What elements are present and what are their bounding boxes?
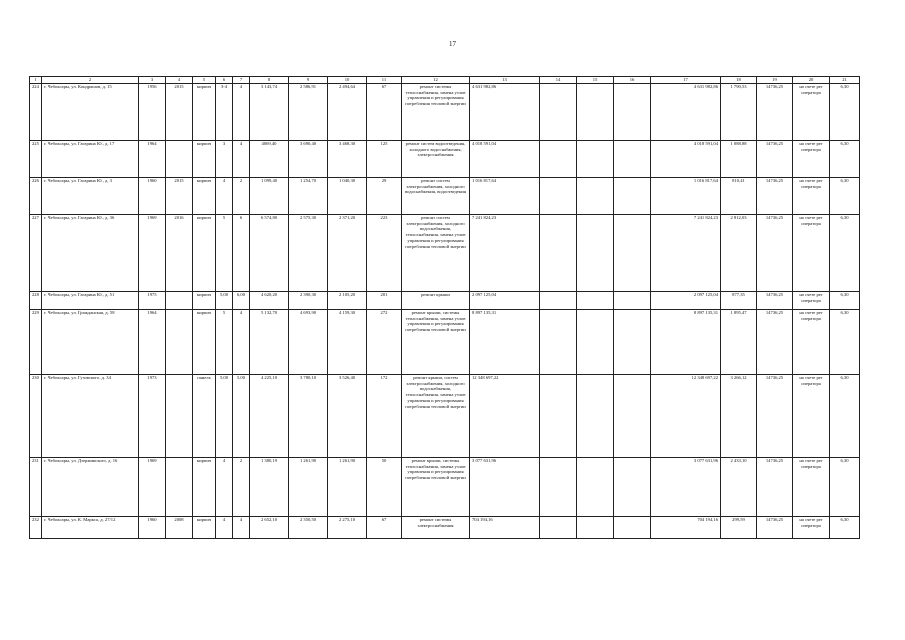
cell-c14 — [540, 375, 577, 458]
cell-entrances: 5,00 — [233, 375, 250, 458]
page-number: 17 — [449, 40, 456, 48]
cell-c14 — [540, 141, 577, 178]
cell-walls: кирпич — [193, 141, 216, 178]
cell-year-built: 1975 — [139, 292, 166, 310]
column-number: 3 — [139, 77, 166, 84]
cell-rate: 6,30 — [830, 458, 860, 517]
cell-c16 — [614, 215, 651, 292]
cell-total-area: 4 620,20 — [250, 292, 289, 310]
cell-area-all: 3 780,10 — [289, 375, 328, 458]
cell-address: г. Чебоксары, ул. Кондрашов, д. 15 — [42, 84, 139, 141]
cell-unit-cost: 2 433,10 — [721, 458, 757, 517]
cell-c15 — [577, 215, 614, 292]
cell-planned-date: на счете рег оператора — [793, 215, 830, 292]
cell-cost-owners: 3 077 631,96 — [651, 458, 721, 517]
cell-floors: 5 — [216, 310, 233, 375]
cell-entrances: 2 — [233, 178, 250, 215]
cell-total-area: 5 132,70 — [250, 310, 289, 375]
cell-c15 — [577, 84, 614, 141]
cell-area-residential: 2 494,64 — [328, 84, 367, 141]
cell-year-overhaul — [166, 310, 193, 375]
column-number: 21 — [830, 77, 860, 84]
cell-c15 — [577, 178, 614, 215]
cell-rate: 6,30 — [830, 375, 860, 458]
column-number: 11 — [367, 77, 402, 84]
cell-no: 229 — [30, 310, 42, 375]
cell-rate: 6,30 — [830, 517, 860, 539]
cell-walls: кирпич — [193, 292, 216, 310]
column-number: 2 — [42, 77, 139, 84]
cell-total-area: 6 574,80 — [250, 215, 289, 292]
cell-area-residential: 2 371,20 — [328, 215, 367, 292]
cell-residents: 67 — [367, 84, 402, 141]
cell-c15 — [577, 141, 614, 178]
cell-c16 — [614, 375, 651, 458]
cell-no: 228 — [30, 292, 42, 310]
cell-entrances: 4 — [233, 517, 250, 539]
cell-area-all: 2 575,30 — [289, 215, 328, 292]
cell-unit-cost: 810,41 — [721, 178, 757, 215]
cell-address: г. Чебоксары, ул. Гагарина Ю., д. 17 — [42, 141, 139, 178]
cell-rate: 6,30 — [830, 292, 860, 310]
cell-residents: 67 — [367, 517, 402, 539]
column-number: 16 — [614, 77, 651, 84]
table-row — [30, 141, 860, 178]
cell-entrances: 4 — [233, 310, 250, 375]
cell-walls: кирпич — [193, 178, 216, 215]
table-row — [30, 178, 860, 215]
cell-cost-total: 1 016 817,64 — [470, 178, 540, 215]
cell-residents: 125 — [367, 141, 402, 178]
cell-no: 232 — [30, 517, 42, 539]
cell-planned-date: на счете рег оператора — [793, 292, 830, 310]
cell-c14 — [540, 84, 577, 141]
cell-c16 — [614, 458, 651, 517]
cell-unit-cost: 1 895,47 — [721, 310, 757, 375]
column-number: 10 — [328, 77, 367, 84]
cell-year-overhaul: 2008 — [166, 517, 193, 539]
cell-rate: 6,30 — [830, 310, 860, 375]
cell-limit-cost: 14736,25 — [757, 458, 793, 517]
column-number: 9 — [289, 77, 328, 84]
cell-area-all: 2 390,30 — [289, 292, 328, 310]
cell-address: г. Чебоксары, ул. Гагарина Ю., д. 51 — [42, 292, 139, 310]
cell-cost-owners: 8 897 135,31 — [651, 310, 721, 375]
cell-limit-cost: 14736,25 — [757, 178, 793, 215]
cell-residents: 272 — [367, 310, 402, 375]
cell-c15 — [577, 517, 614, 539]
cell-planned-date: на счете рег оператора — [793, 178, 830, 215]
cell-cost-owners: 4 631 982,86 — [651, 84, 721, 141]
cell-total-area: 1 380,19 — [250, 458, 289, 517]
cell-entrances: 6 — [233, 215, 250, 292]
table-row — [30, 84, 860, 141]
column-number: 14 — [540, 77, 577, 84]
cell-residents: 223 — [367, 215, 402, 292]
cell-c15 — [577, 458, 614, 517]
cell-limit-cost: 14736,25 — [757, 215, 793, 292]
cell-total-area: 1 099,40 — [250, 178, 289, 215]
cell-walls: кирпич — [193, 458, 216, 517]
cell-entrances: 6,00 — [233, 292, 250, 310]
cell-residents: 201 — [367, 292, 402, 310]
column-number: 12 — [402, 77, 470, 84]
column-number: 4 — [166, 77, 193, 84]
column-number: 1 — [30, 77, 42, 84]
cell-unit-cost: 1 088,88 — [721, 141, 757, 178]
cell-entrances: 4 — [233, 141, 250, 178]
cell-works: ремонт систем электроснабжения, холодного водоснабжения, водоотведения — [402, 178, 470, 215]
cell-no: 230 — [30, 375, 42, 458]
cell-unit-cost: 1 790,53 — [721, 84, 757, 141]
cell-no: 226 — [30, 178, 42, 215]
cell-cost-total: 2 097 125,04 — [470, 292, 540, 310]
cell-address: г. Чебоксары, ул. Гузовского, д. 34 — [42, 375, 139, 458]
cell-year-overhaul — [166, 292, 193, 310]
cell-year-overhaul — [166, 375, 193, 458]
cell-limit-cost: 14736,25 — [757, 84, 793, 141]
cell-c15 — [577, 375, 614, 458]
cell-unit-cost: 299,59 — [721, 517, 757, 539]
cell-area-residential: 4 159,30 — [328, 310, 367, 375]
cell-floors: 3-4 — [216, 84, 233, 141]
cell-limit-cost: 14736,25 — [757, 141, 793, 178]
register-table — [29, 76, 860, 539]
cell-area-residential: 3 526,40 — [328, 375, 367, 458]
cell-limit-cost: 14736,25 — [757, 517, 793, 539]
table-row — [30, 292, 860, 310]
cell-area-residential: 1 040,30 — [328, 178, 367, 215]
cell-no: 227 — [30, 215, 42, 292]
cell-rate: 6,30 — [830, 215, 860, 292]
cell-area-residential: 2 105,20 — [328, 292, 367, 310]
cell-cost-total: 4 631 982,86 — [470, 84, 540, 141]
cell-year-built: 1969 — [139, 458, 166, 517]
cell-address: г. Чебоксары, ул. К. Маркса, д. 27/12 — [42, 517, 139, 539]
cell-c14 — [540, 178, 577, 215]
cell-planned-date: на счете рег оператора — [793, 141, 830, 178]
cell-walls: кирпич — [193, 215, 216, 292]
cell-c14 — [540, 458, 577, 517]
cell-floors: 5,00 — [216, 292, 233, 310]
cell-planned-date: на счете рег оператора — [793, 458, 830, 517]
cell-planned-date: на счете рег оператора — [793, 375, 830, 458]
cell-c15 — [577, 310, 614, 375]
cell-unit-cost: 2 812,03 — [721, 215, 757, 292]
cell-year-overhaul — [166, 141, 193, 178]
cell-total-area: 2 652,10 — [250, 517, 289, 539]
cell-works: ремонт системы электроснабжения — [402, 517, 470, 539]
cell-area-residential: 3 468,30 — [328, 141, 367, 178]
cell-planned-date: на счете рег оператора — [793, 84, 830, 141]
column-number: 19 — [757, 77, 793, 84]
cell-works: ремонт систем электроснабжения, холодного водоснабжения, теплоснабжения, замена узлов управления и регулирования потребления тепловой энергии — [402, 215, 470, 292]
cell-area-all: 2 586,91 — [289, 84, 328, 141]
cell-cost-owners: 1 016 817,64 — [651, 178, 721, 215]
cell-walls: кирпич — [193, 84, 216, 141]
table-row — [30, 458, 860, 517]
cell-limit-cost: 14736,25 — [757, 375, 793, 458]
cell-address: г. Чебоксары, ул. Дзержинского, д. 16 — [42, 458, 139, 517]
column-number: 5 — [193, 77, 216, 84]
cell-c16 — [614, 517, 651, 539]
cell-rate: 6,30 — [830, 178, 860, 215]
table-row — [30, 215, 860, 292]
cell-year-overhaul: 2015 — [166, 84, 193, 141]
cell-area-all: 4 693,90 — [289, 310, 328, 375]
cell-c16 — [614, 84, 651, 141]
column-number: 7 — [233, 77, 250, 84]
cell-entrances: 4 — [233, 84, 250, 141]
cell-c14 — [540, 310, 577, 375]
cell-floors: 5 — [216, 215, 233, 292]
column-number: 13 — [470, 77, 540, 84]
cell-total-area: 3 143,74 — [250, 84, 289, 141]
cell-floors: 4 — [216, 458, 233, 517]
cell-works: ремонт крыши, системы теплоснабжения, замена узлов управления и регулирования потребления тепловой энергии — [402, 458, 470, 517]
cell-year-overhaul: 2016 — [166, 215, 193, 292]
cell-cost-total: 4 018 591,04 — [470, 141, 540, 178]
cell-c14 — [540, 292, 577, 310]
cell-year-built: 1973 — [139, 375, 166, 458]
cell-area-residential: 1 261,90 — [328, 458, 367, 517]
cell-total-area: 4069,40 — [250, 141, 289, 178]
column-number: 8 — [250, 77, 289, 84]
cell-year-overhaul — [166, 458, 193, 517]
column-number-row — [30, 77, 860, 84]
column-number: 18 — [721, 77, 757, 84]
cell-no: 231 — [30, 458, 42, 517]
cell-unit-cost: 877,35 — [721, 292, 757, 310]
cell-floors: 3 — [216, 141, 233, 178]
cell-works: ремонт крыши — [402, 292, 470, 310]
cell-cost-owners: 4 018 591,04 — [651, 141, 721, 178]
cell-limit-cost: 14736,25 — [757, 292, 793, 310]
cell-cost-owners: 2 097 125,04 — [651, 292, 721, 310]
cell-c14 — [540, 517, 577, 539]
cell-address: г. Чебоксары, ул. Гагарина Ю., д. 3 — [42, 178, 139, 215]
cell-area-all: 1 254,70 — [289, 178, 328, 215]
cell-rate: 6,30 — [830, 141, 860, 178]
cell-unit-cost: 3 266,12 — [721, 375, 757, 458]
cell-no: 224 — [30, 84, 42, 141]
column-number: 6 — [216, 77, 233, 84]
cell-year-built: 1964 — [139, 310, 166, 375]
cell-entrances: 2 — [233, 458, 250, 517]
cell-floors: 5,00 — [216, 375, 233, 458]
cell-area-all: 3 690,40 — [289, 141, 328, 178]
cell-cost-total: 7 241 824,23 — [470, 215, 540, 292]
cell-cost-total: 8 897 135,31 — [470, 310, 540, 375]
column-number: 20 — [793, 77, 830, 84]
column-number: 17 — [651, 77, 721, 84]
column-number: 15 — [577, 77, 614, 84]
cell-floors: 4 — [216, 178, 233, 215]
cell-residents: 50 — [367, 458, 402, 517]
cell-planned-date: на счете рег оператора — [793, 310, 830, 375]
cell-works: ремонт крыши, систем электроснабжения, холодного водоснабжения, теплоснабжения, замена узлов управления и регулирования потребления тепловой энергии — [402, 375, 470, 458]
cell-year-overhaul: 2015 — [166, 178, 193, 215]
cell-residents: 29 — [367, 178, 402, 215]
cell-c15 — [577, 292, 614, 310]
cell-cost-owners: 704 194,16 — [651, 517, 721, 539]
cell-year-built: 1956 — [139, 84, 166, 141]
cell-area-residential: 2 275,10 — [328, 517, 367, 539]
cell-year-built: 1960 — [139, 517, 166, 539]
cell-area-all: 1 261,90 — [289, 458, 328, 517]
table-row — [30, 375, 860, 458]
cell-c16 — [614, 178, 651, 215]
cell-year-built: 1969 — [139, 215, 166, 292]
cell-c16 — [614, 310, 651, 375]
cell-total-area: 4 225,10 — [250, 375, 289, 458]
cell-walls: кирпич — [193, 310, 216, 375]
table-row — [30, 517, 860, 539]
cell-year-built: 1960 — [139, 178, 166, 215]
cell-address: г. Чебоксары, ул. Гагарина Ю., д. 36 — [42, 215, 139, 292]
cell-works: ремонт системы теплоснабжения, замена узлов управления и регулирования потребления тепловой энергии — [402, 84, 470, 141]
cell-cost-owners: 7 241 824,23 — [651, 215, 721, 292]
cell-walls: кирпич — [193, 517, 216, 539]
cell-c16 — [614, 141, 651, 178]
cell-cost-total: 12 348 697,22 — [470, 375, 540, 458]
cell-area-all: 2 350,50 — [289, 517, 328, 539]
table-row — [30, 310, 860, 375]
cell-c14 — [540, 215, 577, 292]
cell-works: ремонт крыши, системы теплоснабжения, замена узлов управления и регулирования потребления тепловой энергии — [402, 310, 470, 375]
cell-limit-cost: 14736,25 — [757, 310, 793, 375]
cell-cost-total: 3 077 631,96 — [470, 458, 540, 517]
cell-works: ремонт систем водоотведения, холодного водоснабжения, электроснабжения — [402, 141, 470, 178]
cell-planned-date: на счете рег оператора — [793, 517, 830, 539]
cell-walls: панель — [193, 375, 216, 458]
cell-cost-total: 704 194,16 — [470, 517, 540, 539]
cell-floors: 4 — [216, 517, 233, 539]
cell-residents: 172 — [367, 375, 402, 458]
cell-no: 225 — [30, 141, 42, 178]
cell-year-built: 1964 — [139, 141, 166, 178]
cell-rate: 6,30 — [830, 84, 860, 141]
cell-address: г. Чебоксары, ул. Гражданская, д. 58 — [42, 310, 139, 375]
cell-c16 — [614, 292, 651, 310]
cell-cost-owners: 12 348 697,22 — [651, 375, 721, 458]
